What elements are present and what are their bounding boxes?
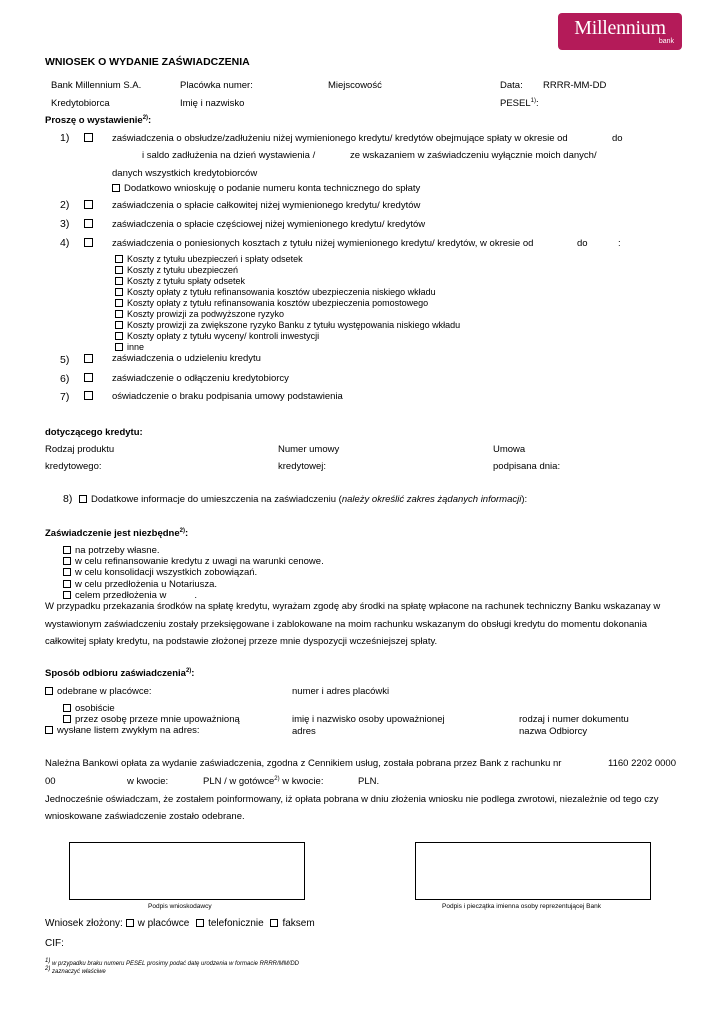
- koszt-option[interactable]: Koszty prowizji za zwiększone ryzyko Banku z tytułu występowania niskiego wkładu: [115, 320, 460, 331]
- oplata-pln: PLN.: [358, 776, 380, 787]
- item-6-number: 6): [60, 373, 70, 385]
- rodzaj-label-1: Rodzaj produktu: [45, 444, 115, 455]
- koszty-list: [115, 254, 460, 353]
- niezbedne-para-1: W przypadku przekazania środków na spłatę kredytu, wyrażam zgodę aby środki na spłatę wpłacone na rachunek techniczny Banku wskazanay w: [45, 601, 661, 612]
- item-1-number: 1): [60, 132, 70, 144]
- wystawienie-heading: Proszę o wystawienie$^{2)}$:: [45, 115, 152, 127]
- placowka-label: Placówka numer:: [180, 80, 253, 91]
- adres-label: adres: [292, 726, 316, 737]
- koszt-option[interactable]: Koszty opłaty z tytułu wyceny/ kontroli inwestycji: [115, 331, 460, 342]
- item-1-line1: zaświadczenia o obsłudze/zadłużeniu niżej wymienionego kredytu/ kredytów obejmujące spłaty w okresie od: [112, 133, 568, 144]
- oplata-line-1: Należna Bankowi opłata za wydanie zaświadczenia, zgodna z Cennikiem usług, została pobrana przez Bank z rachunku nr: [45, 758, 562, 769]
- odbior-heading: Sposób odbioru zaświadczenia$^{2)}$:: [45, 668, 195, 680]
- imie-osoby-label: imię i nazwisko osoby upoważnionej: [292, 714, 445, 725]
- data-value: RRRR-MM-DD: [543, 80, 607, 91]
- oplata-line-3: Jednocześnie oświadczam, że zostałem poinformowany, iż opłata pobrana w dniu złożenia wniosku nie podlega zwrotowi, niezależnie od tego czy: [45, 794, 659, 805]
- item-5-checkbox[interactable]: [84, 354, 93, 363]
- item-1-line2b: ze wskazaniem w zaświadczeniu wyłącznie moich danych/: [350, 150, 597, 161]
- cif-label: CIF:: [45, 938, 64, 949]
- item-4-number: 4): [60, 237, 70, 249]
- numer-adres-placowki: numer i adres placówki: [292, 686, 390, 697]
- koszt-option[interactable]: Koszty z tytułu spłaty odsetek: [115, 276, 460, 287]
- oplata-account: 1160 2202 0000: [608, 758, 676, 769]
- niezbedne-option[interactable]: celem przedłożenia w .: [63, 590, 324, 601]
- koszt-option[interactable]: Koszty z tytułu ubezpieczeń: [115, 265, 460, 276]
- oplata-gotowka: PLN / w gotówce$^{2)}$ w kwocie:: [203, 776, 324, 788]
- item-2-text: zaświadczenia o spłacie całkowitej niżej wymienionego kredytu/ kredytów: [112, 200, 421, 211]
- niezbedne-option[interactable]: w celu przedłożenia u Notariusza.: [63, 579, 324, 590]
- logo-brand: Millennium: [574, 17, 666, 39]
- miejscowosc-label: Miejscowość: [328, 80, 382, 91]
- bank-name: Bank Millennium S.A.: [51, 80, 142, 91]
- item-5-number: 5): [60, 354, 70, 366]
- zlozony-faks-checkbox[interactable]: [270, 919, 278, 927]
- oplata-line-4: wnioskowane zaświadczenie zostało odebrane.: [45, 811, 245, 822]
- item-4-do: do: [577, 238, 588, 249]
- item-1-extra: Dodatkowo wnioskuję o podanie numeru konta technicznego do spłaty: [112, 183, 420, 194]
- nazwa-odbiorcy-label: nazwa Odbiorcy: [519, 726, 588, 737]
- pesel-label: PESEL$^{1)}$:: [500, 98, 539, 110]
- odbior-upowazniona[interactable]: przez osobę przeze mnie upoważnioną: [63, 714, 240, 725]
- odbior-listem[interactable]: wysłane listem zwykłym na adres:: [45, 725, 200, 736]
- niezbedne-para-2: wystawionym zaświadczeniu zostały przeksięgowane i zablokowane na moim rachunku wskazanym do obsługi kredytu do momentu dokonania: [45, 619, 647, 630]
- oplata-kwota-label: w kwocie:: [127, 776, 169, 787]
- zlozony-placowka-checkbox[interactable]: [126, 919, 134, 927]
- logo-sub: bank: [658, 38, 674, 45]
- data-label: Data:: [500, 80, 523, 91]
- niezbedne-options: [63, 545, 324, 601]
- item-4-colon: :: [618, 238, 621, 249]
- footnote-2: 2) zaznaczyć właściwe: [45, 966, 106, 975]
- item-3-text: zaświadczenia o spłacie częściowej niżej wymienionego kredytu/ kredytów: [112, 219, 426, 230]
- niezbedne-heading: Zaświadczenie jest niezbędne$^{2)}$:: [45, 528, 189, 540]
- wniosek-zlozony: Wniosek złożony: w placówce telefonicznie faksem: [45, 918, 315, 929]
- niezbedne-option[interactable]: w celu konsolidacji wszystkich zobowiązań.: [63, 567, 324, 578]
- zlozony-telefon-checkbox[interactable]: [196, 919, 204, 927]
- item-7-checkbox[interactable]: [84, 391, 93, 400]
- rodzaj-label-2: kredytowego:: [45, 461, 102, 472]
- item-1-line3: danych wszystkich kredytobiorców: [112, 168, 258, 179]
- koszt-option[interactable]: Koszty z tytułu ubezpieczeń i spłaty odsetek: [115, 254, 460, 265]
- odbior-w-placowce[interactable]: odebrane w placówce:: [45, 686, 152, 697]
- item-1-extra-checkbox[interactable]: [112, 184, 120, 192]
- oplata-account-end: 00: [45, 776, 56, 787]
- koszt-option[interactable]: Koszty prowizji za podwyższone ryzyko: [115, 309, 460, 320]
- item-7-text: oświadczenie o braku podpisania umowy podstawienia: [112, 391, 343, 402]
- item-8-text: Dodatkowe informacje do umieszczenia na zaświadczeniu (należy określić zakres żądanych informacji):: [79, 494, 527, 505]
- signature-label-applicant: Podpis wnioskodawcy: [148, 903, 212, 910]
- niezbedne-option[interactable]: w celu refinansowanie kredytu z uwagi na warunki cenowe.: [63, 556, 324, 567]
- signature-box-bank[interactable]: [415, 842, 651, 900]
- item-7-number: 7): [60, 391, 70, 403]
- item-8-number: 8): [63, 493, 73, 505]
- dotyczacego-heading: dotyczącego kredytu:: [45, 427, 143, 438]
- item-8-checkbox[interactable]: [79, 495, 87, 503]
- rodzaj-dokumentu-label: rodzaj i numer dokumentu: [519, 714, 629, 725]
- niezbedne-option[interactable]: na potrzeby własne.: [63, 545, 324, 556]
- item-5-text: zaświadczenia o udzieleniu kredytu: [112, 353, 261, 364]
- footnote-1: 1) w przypadku braku numeru PESEL prosimy podać datę urodzenia w formacie RRRR/MM/DD: [45, 958, 300, 967]
- item-6-checkbox[interactable]: [84, 373, 93, 382]
- odbior-osobiscie[interactable]: osobiście: [63, 703, 115, 714]
- kredytobiorca-label: Kredytobiorca: [51, 98, 110, 109]
- item-4-text: zaświadczenia o poniesionych kosztach z tytułu niżej wymienionego kredytu/ kredytów, w okresie od: [112, 238, 534, 249]
- imie-nazwisko-label: Imię i nazwisko: [180, 98, 245, 109]
- numer-label-1: Numer umowy: [278, 444, 340, 455]
- item-3-checkbox[interactable]: [84, 219, 93, 228]
- niezbedne-para-3: całkowitej spłaty kredytu, na podstawie złożonej przeze mnie dyspozycji wcześniejszej spłaty.: [45, 636, 438, 647]
- item-1-do: do: [612, 133, 623, 144]
- item-4-checkbox[interactable]: [84, 238, 93, 247]
- item-2-checkbox[interactable]: [84, 200, 93, 209]
- umowa-label-1: Umowa: [493, 444, 526, 455]
- signature-box-applicant[interactable]: [69, 842, 305, 900]
- item-2-number: 2): [60, 199, 70, 211]
- document-title: WNIOSEK O WYDANIE ZAŚWIADCZENIA: [45, 56, 250, 68]
- numer-label-2: kredytowej:: [278, 461, 327, 472]
- item-3-number: 3): [60, 218, 70, 230]
- signature-label-bank: Podpis i pieczątka imienna osoby reprezentującej Bank: [442, 903, 601, 910]
- item-6-text: zaświadczenie o odłączeniu kredytobiorcy: [112, 373, 289, 384]
- koszt-option[interactable]: Koszty opłaty z tytułu refinansowania kosztów ubezpieczenia niskiego wkładu: [115, 287, 460, 298]
- koszt-option[interactable]: Koszty opłaty z tytułu refinansowania kosztów ubezpieczenia pomostowego: [115, 298, 460, 309]
- umowa-label-2: podpisana dnia:: [493, 461, 561, 472]
- koszt-option[interactable]: inne: [115, 342, 460, 353]
- millennium-logo: [558, 13, 682, 50]
- item-1-line2a: i saldo zadłużenia na dzień wystawienia /: [142, 150, 316, 161]
- item-1-checkbox[interactable]: [84, 133, 93, 142]
